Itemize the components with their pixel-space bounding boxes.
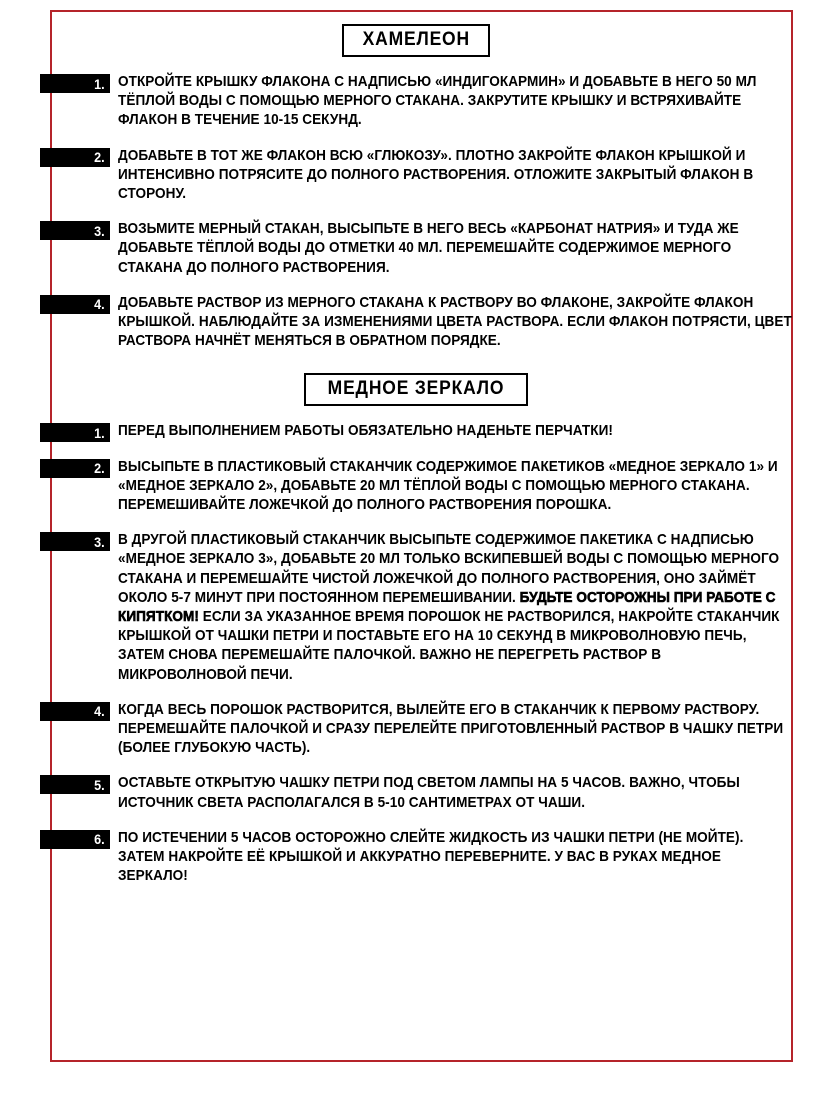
step-item	[40, 531, 792, 685]
step-number-label: 4.	[94, 296, 105, 313]
step-text: ПЕРЕД ВЫПОЛНЕНИЕМ РАБОТЫ ОБЯЗАТЕЛЬНО НАДЕНЬТЕ ПЕРЧАТКИ!	[118, 423, 613, 440]
step-number-badge	[40, 459, 110, 478]
step-number-badge	[40, 532, 110, 551]
step-item	[40, 774, 792, 812]
step-number-badge	[40, 148, 110, 167]
step-number-label: 1.	[94, 424, 105, 441]
step-text: ПО ИСТЕЧЕНИИ 5 ЧАСОВ ОСТОРОЖНО СЛЕЙТЕ ЖИДКОСТЬ ИЗ ЧАШКИ ПЕТРИ (НЕ МОЙТЕ). ЗАТЕМ НАКРОЙТЕ ЕЁ КРЫШКОЙ И АККУРАТНО ПЕРЕВЕРНИТЕ. У ВАС В РУКАХ МЕДНОЕ ЗЕРКАЛО!	[118, 829, 744, 885]
section-heading-box	[304, 373, 528, 406]
step-item	[40, 829, 792, 887]
step-item	[40, 458, 792, 516]
section-copper-mirror	[40, 373, 792, 886]
step-number-badge	[40, 423, 110, 442]
step-item	[40, 73, 792, 131]
steps-list-copper-mirror	[40, 422, 792, 886]
step-text: КОГДА ВЕСЬ ПОРОШОК РАСТВОРИТСЯ, ВЫЛЕЙТЕ ЕГО В СТАКАНЧИК К ПЕРВОМУ РАСТВОРУ. ПЕРЕМЕШАЙТЕ ПАЛОЧКОЙ И СРАЗУ ПЕРЕЛЕЙТЕ ПРИГОТОВЛЕННЫЙ РАСТВОР В ЧАШКУ ПЕТРИ (БОЛЕЕ ГЛУБОКУЮ ЧАСТЬ).	[118, 701, 784, 757]
step-item	[40, 147, 792, 205]
step-text-part: ЕСЛИ ЗА УКАЗАННОЕ ВРЕМЯ ПОРОШОК НЕ РАСТВОРИЛСЯ, НАКРОЙТЕ СТАКАНЧИК КРЫШКОЙ ОТ ЧАШКИ ПЕТРИ И ПОСТАВЬТЕ ЕГО НА 10 СЕКУНД В МИКРОВОЛНОВУЮ ПЕЧЬ, ЗАТЕМ СНОВА ПЕРЕМЕШАЙТЕ ПАЛОЧКОЙ. ВАЖНО НЕ ПЕРЕГРЕТЬ РАСТВОР В МИКРОВОЛНОВОЙ ПЕЧИ.	[118, 609, 780, 683]
step-number-label: 6.	[94, 831, 105, 848]
step-number-label: 2.	[94, 460, 105, 477]
step-text-part: В ДРУГОЙ ПЛАСТИКОВЫЙ СТАКАНЧИК ВЫСЫПЬТЕ СОДЕРЖИМОЕ ПАКЕТИКА С НАДПИСЬЮ «МЕДНОЕ ЗЕРКАЛО 3», ДОБАВЬТЕ 20 МЛ ТОЛЬКО ВСКИПЕВШЕЙ ВОДЫ С ПОМОЩЬЮ МЕРНОГО СТАКАНА И ПЕРЕМЕШАЙТЕ ЧИСТОЙ ЛОЖЕЧКОЙ ДО ПОЛНОГО РАСТВОРЕНИЯ, ОНО ЗАЙМЁТ ОКОЛО 5-7 МИНУТ ПРИ ПОСТОЯННОМ ПЕРЕМЕШИВАНИИ.	[118, 532, 780, 606]
step-number-label: 1.	[94, 75, 105, 92]
section-heading-box	[342, 24, 491, 57]
step-number-badge	[40, 295, 110, 314]
step-text: ДОБАВЬТЕ РАСТВОР ИЗ МЕРНОГО СТАКАНА К РАСТВОРУ ВО ФЛАКОНЕ, ЗАКРОЙТЕ ФЛАКОН КРЫШКОЙ. НАБЛЮДАЙТЕ ЗА ИЗМЕНЕНИЯМИ ЦВЕТА РАСТВОРА. ЕСЛИ ФЛАКОН ПОТРЯСТИ, ЦВЕТ РАСТВОРА НАЧНЁТ МЕНЯТЬСЯ В ОБРАТНОМ ПОРЯДКЕ.	[118, 294, 792, 350]
step-number-label: 2.	[94, 149, 105, 166]
step-number-label: 3.	[94, 533, 105, 550]
section-heading-chameleon	[40, 24, 792, 57]
step-item	[40, 701, 792, 759]
step-text	[118, 531, 792, 685]
step-text: ОТКРОЙТЕ КРЫШКУ ФЛАКОНА С НАДПИСЬЮ «ИНДИГОКАРМИН» И ДОБАВЬТЕ В НЕГО 50 МЛ ТЁПЛОЙ ВОДЫ С ПОМОЩЬЮ МЕРНОГО СТАКАНА. ЗАКРУТИТЕ КРЫШКУ И ВСТРЯХИВАЙТЕ ФЛАКОН В ТЕЧЕНИЕ 10-15 СЕКУНД.	[118, 74, 757, 129]
section-heading-copper-mirror	[40, 373, 792, 406]
step-text: ОСТАВЬТЕ ОТКРЫТУЮ ЧАШКУ ПЕТРИ ПОД СВЕТОМ ЛАМПЫ НА 5 ЧАСОВ. ВАЖНО, ЧТОБЫ ИСТОЧНИК СВЕТА РАСПОЛАГАЛСЯ В 5-10 САНТИМЕТРАХ ОТ ЧАШИ.	[118, 775, 740, 811]
step-text: ВОЗЬМИТЕ МЕРНЫЙ СТАКАН, ВЫСЫПЬТЕ В НЕГО ВЕСЬ «КАРБОНАТ НАТРИЯ» И ТУДА ЖЕ ДОБАВЬТЕ ТЁПЛОЙ ВОДЫ ДО ОТМЕТКИ 40 МЛ. ПЕРЕМЕШАЙТЕ СОДЕРЖИМОЕ МЕРНОГО СТАКАНА ДО ПОЛНОГО РАСТВОРЕНИЯ.	[118, 221, 739, 276]
step-text: ВЫСЫПЬТЕ В ПЛАСТИКОВЫЙ СТАКАНЧИК СОДЕРЖИМОЕ ПАКЕТИКОВ «МЕДНОЕ ЗЕРКАЛО 1» И «МЕДНОЕ ЗЕРКАЛО 2», ДОБАВЬТЕ 20 МЛ ТЁПЛОЙ ВОДЫ С ПОМОЩЬЮ МЕРНОГО СТАКАНА. ПЕРЕМЕШИВАЙТЕ ЛОЖЕЧКОЙ ДО ПОЛНОГО РАСТВОРЕНИЯ ПОРОШКА.	[118, 458, 778, 514]
step-item	[40, 422, 792, 441]
step-text: ДОБАВЬТЕ В ТОТ ЖЕ ФЛАКОН ВСЮ «ГЛЮКОЗУ». ПЛОТНО ЗАКРОЙТЕ ФЛАКОН КРЫШКОЙ И ИНТЕНСИВНО ПОТРЯСИТЕ ДО ПОЛНОГО РАСТВОРЕНИЯ. ОТЛОЖИТЕ ЗАКРЫТЫЙ ФЛАКОН В СТОРОНУ.	[118, 147, 754, 203]
step-number-badge	[40, 74, 110, 93]
step-number-badge	[40, 221, 110, 240]
step-text-warning: БУДЬТЕ ОСТОРОЖНЫ ПРИ РАБОТЕ С КИПЯТКОМ!	[118, 589, 776, 626]
section-heading-label: ХАМЕЛЕОН	[362, 29, 470, 50]
step-number-label: 4.	[94, 703, 105, 720]
step-number-badge	[40, 702, 110, 721]
step-item	[40, 294, 792, 352]
step-number-label: 3.	[94, 222, 105, 239]
section-chameleon	[40, 24, 792, 351]
section-heading-label: МЕДНОЕ ЗЕРКАЛО	[327, 378, 505, 400]
step-number-badge	[40, 775, 110, 794]
step-number-badge	[40, 830, 110, 849]
step-number-label: 5.	[94, 776, 105, 793]
step-item	[40, 220, 792, 278]
steps-list-chameleon	[40, 73, 792, 351]
